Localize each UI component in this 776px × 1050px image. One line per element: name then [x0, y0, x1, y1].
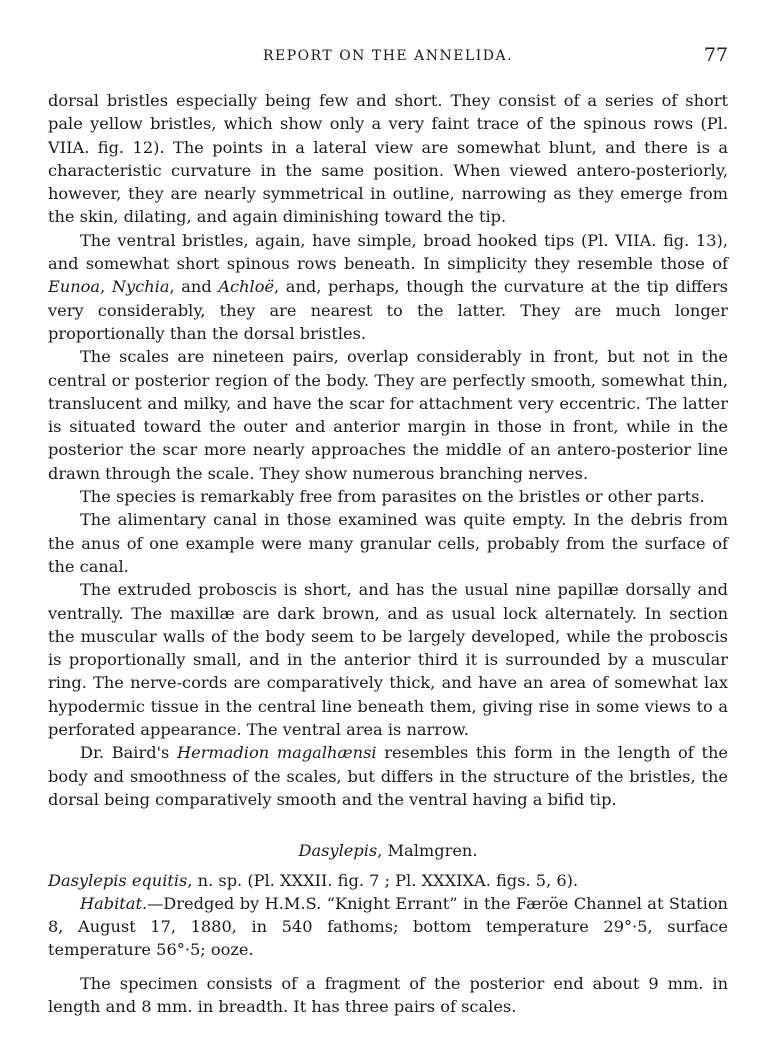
text-run: The extruded proboscis is short, and has the usual nine papillæ dorsally and ventrally. The maxillæ are dark brown, and as usual lock alternately. In section the muscular walls of the body seem to be largely developed, while the proboscis is proportionally small, and in the anterior third it is surrounded by a muscular ring. The nerve-cords are comparatively thick, and have an area of somewhat lax hypodermic tissue in the central line beneath them, giving rise in some views to a perforated appearance. The ventral area is narrow. [48, 580, 728, 740]
italic-term: Eunoa [48, 277, 101, 297]
text-run: resembles this form in the length of the body and smoothness of the scales, but differs in the structure of the bristles, the dorsal being comparatively smooth and the ventral having a bifid tip. [48, 743, 728, 809]
paragraph [48, 508, 728, 578]
habitat-text: .—Dredged by H.M.S. “Knight Errant” in the Færöe Channel at Station 8, August 17, 1880, in 540 fathoms; bottom temperature 29°·5, surface temperature 56°·5; ooze. [48, 893, 728, 960]
page-body [48, 89, 728, 1018]
genus-author: , Malmgren. [377, 841, 478, 861]
text-run: The ventral bristles, again, have simple, broad hooked tips (Pl. VII [80, 230, 640, 250]
text-run: The species is remarkably free from parasites on the bristles or other parts. [80, 487, 705, 507]
page-number: 77 [703, 44, 728, 66]
italic-term: Nychia [111, 277, 170, 297]
species-line [48, 869, 728, 892]
page-header [48, 44, 728, 66]
text-run: . fig. 12). The points in a lateral view are somewhat blunt, and there is a characteristic curvature in the same position. When viewed antero-posteriorly, however, they are nearly symmetrical in outline, narrowing as they emerge from the skin, dilating, and again diminishing toward the tip. [48, 137, 728, 227]
species-name: Dasylepis equitis [48, 870, 188, 890]
italic-term: Achloë [218, 277, 275, 297]
paragraph [48, 485, 728, 508]
species-refs-a: , n. sp. (Pl. XXXII. fig. 7 ; Pl. XXXIX [187, 870, 475, 890]
species-refs-small: A [474, 870, 486, 890]
habitat-label: Habitat [80, 893, 142, 913]
text-run: , and, perhaps, though the curvature at the tip differs very considerably, they are nearest to the latter. They are much longer proportionally than the dorsal bristles. [48, 277, 728, 343]
text-run: The scales are nineteen pairs, overlap considerably in front, but not in the central or posterior region of the body. They are perfectly smooth, somewhat thin, translucent and milky, and have the scar for attachment very eccentric. The latter is situated toward the outer and anterior margin in those in front, while in the posterior the scar more nearly approaches the middle of an antero-posterior line drawn through the scale. They show numerous branching nerves. [48, 347, 728, 483]
genus-heading [48, 839, 728, 862]
text-run: . fig. 13), and somewhat short spinous rows beneath. In simplicity they resemble those of [48, 230, 728, 274]
text-run: , and [169, 277, 219, 297]
species-refs-b: . figs. 5, 6). [485, 870, 579, 890]
italic-term: Hermadion magalhænsi [177, 743, 377, 763]
genus-name: Dasylepis [298, 841, 378, 861]
text-run: The alimentary canal in those examined was quite empty. In the debris from the anus of one example were many granular cells, probably from the surface of the canal. [48, 510, 728, 576]
running-title: REPORT ON THE ANNELIDA. [262, 48, 514, 64]
text-run: dorsal bristles especially being few and short. They consist of a series of short pale yellow bristles, which show only a very faint trace of the spinous rows (Pl. VII [48, 91, 728, 157]
habitat-paragraph [48, 892, 728, 962]
paragraph [48, 578, 728, 741]
text-run: , [100, 277, 112, 297]
final-paragraph: The specimen consists of a fragment of the posterior end about 9 mm. in length and 8 mm. in breadth. It has three pairs of scales. [48, 973, 728, 1016]
paragraph [48, 345, 728, 485]
text-run: Dr. Baird's [80, 743, 177, 763]
paragraph [48, 89, 728, 229]
paragraph [48, 229, 728, 345]
small-caps-text: A [639, 230, 652, 250]
small-caps-text: A [72, 137, 85, 157]
spacer [48, 962, 728, 972]
paragraph [48, 741, 728, 811]
